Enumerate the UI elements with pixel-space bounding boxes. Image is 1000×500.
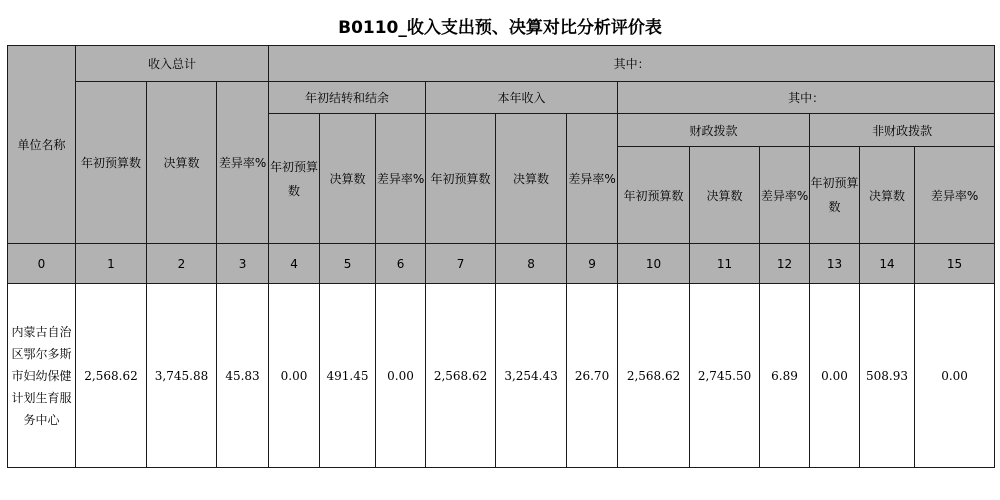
cell-total-rate: 45.83 bbox=[217, 284, 269, 468]
header-nonfiscal-budget: 年初预算数 bbox=[810, 147, 860, 244]
header-fiscal-final: 决算数 bbox=[690, 147, 760, 244]
column-number-row bbox=[8, 244, 995, 284]
table-row bbox=[8, 284, 995, 468]
column-number: 10 bbox=[618, 244, 690, 284]
header-fiscal-budget: 年初预算数 bbox=[618, 147, 690, 244]
cell-carryover-final: 491.45 bbox=[320, 284, 376, 468]
header-total-rate: 差异率% bbox=[217, 82, 269, 244]
cell-fiscal-final: 2,745.50 bbox=[690, 284, 760, 468]
header-of-which: 其中： bbox=[269, 46, 995, 82]
cell-total-final: 3,745.88 bbox=[147, 284, 217, 468]
header-current-income: 本年收入 bbox=[426, 82, 618, 114]
header-current-final: 决算数 bbox=[496, 114, 567, 244]
header-unit-name: 单位名称 bbox=[8, 46, 76, 244]
column-number: 1 bbox=[76, 244, 147, 284]
column-number: 2 bbox=[147, 244, 217, 284]
cell-current-rate: 26.70 bbox=[567, 284, 618, 468]
header-nonfiscal-final: 决算数 bbox=[860, 147, 915, 244]
cell-fiscal-budget: 2,568.62 bbox=[618, 284, 690, 468]
header-income-total: 收入总计 bbox=[76, 46, 269, 82]
header-total-budget: 年初预算数 bbox=[76, 82, 147, 244]
cell-total-budget: 2,568.62 bbox=[76, 284, 147, 468]
cell-fiscal-rate: 6.89 bbox=[760, 284, 810, 468]
column-number: 8 bbox=[496, 244, 567, 284]
cell-carryover-budget: 0.00 bbox=[269, 284, 320, 468]
column-number: 3 bbox=[217, 244, 269, 284]
header-carryover-budget: 年初预算数 bbox=[269, 114, 320, 244]
column-number: 7 bbox=[426, 244, 496, 284]
column-number: 12 bbox=[760, 244, 810, 284]
column-number: 13 bbox=[810, 244, 860, 284]
cell-nonfiscal-final: 508.93 bbox=[860, 284, 915, 468]
header-total-final: 决算数 bbox=[147, 82, 217, 244]
column-number: 6 bbox=[376, 244, 426, 284]
header-of-which-2: 其中： bbox=[618, 82, 995, 114]
budget-comparison-table bbox=[7, 45, 995, 468]
unit-name-cell: 内蒙古自治区鄂尔多斯市妇幼保健计划生育服务中心 bbox=[8, 284, 76, 468]
cell-nonfiscal-rate: 0.00 bbox=[915, 284, 995, 468]
column-number: 4 bbox=[269, 244, 320, 284]
header-current-rate: 差异率% bbox=[567, 114, 618, 244]
header-current-budget: 年初预算数 bbox=[426, 114, 496, 244]
column-number: 14 bbox=[860, 244, 915, 284]
column-number: 5 bbox=[320, 244, 376, 284]
cell-current-final: 3,254.43 bbox=[496, 284, 567, 468]
column-number: 0 bbox=[8, 244, 76, 284]
header-carryover-final: 决算数 bbox=[320, 114, 376, 244]
header-nonfiscal: 非财政拨款 bbox=[810, 114, 995, 147]
header-nonfiscal-rate: 差异率% bbox=[915, 147, 995, 244]
header-carryover-rate: 差异率% bbox=[376, 114, 426, 244]
column-number: 15 bbox=[915, 244, 995, 284]
cell-carryover-rate: 0.00 bbox=[376, 284, 426, 468]
header-carryover: 年初结转和结余 bbox=[269, 82, 426, 114]
header-fiscal: 财政拨款 bbox=[618, 114, 810, 147]
column-number: 9 bbox=[567, 244, 618, 284]
cell-current-budget: 2,568.62 bbox=[426, 284, 496, 468]
report-title: B0110_收入支出预、决算对比分析评价表 bbox=[338, 18, 662, 38]
header-fiscal-rate: 差异率% bbox=[760, 147, 810, 244]
column-number: 11 bbox=[690, 244, 760, 284]
cell-nonfiscal-budget: 0.00 bbox=[810, 284, 860, 468]
